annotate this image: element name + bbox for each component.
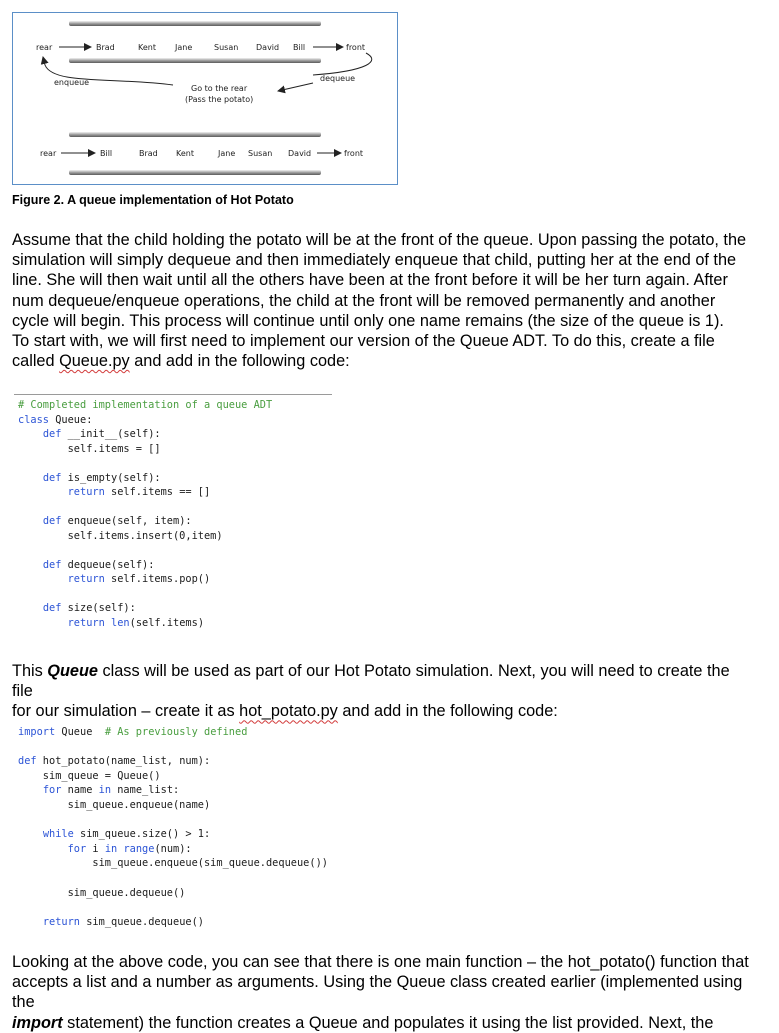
top-name: Jane xyxy=(175,43,193,52)
code-token: (num): xyxy=(154,842,192,855)
code-token: in xyxy=(98,784,112,797)
code-line xyxy=(18,828,210,840)
code-token: name_list: xyxy=(111,784,180,797)
text-run: statement) the function creates a Queue and populates it using the list provided. Next, the xyxy=(62,1013,714,1032)
code-token: Queue: xyxy=(49,413,93,426)
code-token: for xyxy=(67,842,87,855)
dequeue-label: dequeue xyxy=(320,74,356,83)
code-token: sim_queue.enqueue(sim_queue.dequeue()) xyxy=(18,857,328,870)
text-run: and add in the following code: xyxy=(337,702,558,721)
code-line xyxy=(18,486,210,498)
code-line xyxy=(18,617,204,629)
top-name: Kent xyxy=(138,43,156,52)
code-token: sim_queue.dequeue() xyxy=(80,915,205,928)
code-line xyxy=(18,559,154,571)
code-token xyxy=(18,602,43,614)
queue-class-paragraph xyxy=(12,661,752,722)
code-divider xyxy=(14,394,332,395)
text-run: and add in the following code: xyxy=(129,352,350,371)
code-token: self.items = [] xyxy=(18,442,161,455)
code-token: self.items.pop() xyxy=(104,573,211,585)
code-line xyxy=(18,428,161,440)
code-token xyxy=(18,472,43,484)
queue-figure xyxy=(12,12,398,185)
top-name: Susan xyxy=(214,43,239,52)
code-line xyxy=(18,916,204,928)
code-token: dequeue(self): xyxy=(61,558,155,571)
top-front-label: front xyxy=(346,43,366,52)
code-token: return xyxy=(67,486,105,498)
code-line xyxy=(18,843,192,855)
code-line xyxy=(18,857,328,869)
code-line xyxy=(18,799,210,811)
code-token: return xyxy=(42,915,81,928)
text-line: line. She will then wait until all the others have been at the front before it will be her turn again. After xyxy=(12,271,728,290)
code-line xyxy=(18,573,210,585)
queue-bar xyxy=(69,58,321,63)
emphasis-queue: Queue xyxy=(47,662,98,680)
code-token xyxy=(18,916,43,928)
top-rear-label: rear xyxy=(36,43,53,52)
code-line xyxy=(18,414,92,426)
code-token xyxy=(18,843,68,855)
code-line xyxy=(18,515,192,527)
code-token: return xyxy=(67,616,105,629)
text-line xyxy=(12,1013,752,1033)
text-line: Assume that the child holding the potato will be at the front of the queue. Upon passing the potato, the xyxy=(12,231,747,249)
code-token: return xyxy=(67,573,105,585)
filename-queue-py: Queue.py xyxy=(59,352,130,371)
code-token: def xyxy=(18,755,37,768)
bottom-name: Jane xyxy=(218,149,236,158)
code-line xyxy=(18,784,179,796)
intro-paragraph xyxy=(12,230,752,371)
code-token: sim_queue.size() > 1: xyxy=(73,828,211,841)
text-line: Looking at the above code, you can see that there is one main function – the hot_potato() function that xyxy=(12,953,749,971)
text-run: This xyxy=(12,662,48,680)
code-token: def xyxy=(42,602,62,614)
code-line xyxy=(18,399,272,411)
emphasis-import: import xyxy=(12,1013,63,1032)
code-token: is_empty(self): xyxy=(61,471,161,484)
code-token: self.items == [] xyxy=(104,486,211,498)
bottom-front-label: front xyxy=(344,149,364,158)
code-token: class xyxy=(18,413,49,426)
code-token: i xyxy=(86,842,105,855)
queue-bar xyxy=(69,132,321,137)
code-token xyxy=(18,617,68,629)
code-token: sim_queue.dequeue() xyxy=(18,886,186,899)
code-token xyxy=(18,486,68,498)
code-token: def xyxy=(42,558,62,571)
bottom-name: David xyxy=(288,149,312,158)
code-token xyxy=(18,428,43,440)
text-line xyxy=(12,661,752,701)
text-line: accepts a list and a number as arguments. Using the Queue class created earlier (implemented using the xyxy=(12,973,743,1012)
code-line xyxy=(18,443,161,455)
bottom-name: Kent xyxy=(176,149,194,158)
bottom-rear-label: rear xyxy=(40,149,57,158)
text-run: for our simulation – create it as xyxy=(12,702,240,721)
code-token: def xyxy=(42,471,62,484)
queue-bar xyxy=(69,21,321,26)
figure-caption: Figure 2. A queue implementation of Hot Potato xyxy=(12,193,294,207)
top-name: Brad xyxy=(96,43,115,52)
code-token: size(self): xyxy=(61,602,136,614)
code-token: enqueue(self, item): xyxy=(61,515,192,527)
code-token xyxy=(18,559,43,571)
code-token xyxy=(18,573,68,585)
code-token xyxy=(18,515,43,527)
code-token: sim_queue = Queue() xyxy=(18,769,161,782)
code-line xyxy=(18,530,223,542)
code-line xyxy=(18,755,210,767)
bottom-name: Susan xyxy=(248,149,273,158)
code-line xyxy=(18,887,185,899)
code-token: len xyxy=(111,616,130,629)
code-token: # Completed implementation of a queue ADT xyxy=(18,399,273,411)
code-token: while xyxy=(42,828,74,841)
text-line xyxy=(12,701,752,721)
code-line xyxy=(18,472,161,484)
code-token: import xyxy=(18,726,56,738)
text-line xyxy=(12,351,752,371)
code-token: def xyxy=(42,515,62,527)
code-line xyxy=(18,770,161,782)
text-line: To start with, we will first need to implement our version of the Queue ADT. To do this, create a file xyxy=(12,332,715,351)
code-token: sim_queue.enqueue(name) xyxy=(18,799,211,811)
arrow xyxy=(278,83,313,91)
enqueue-label: enqueue xyxy=(54,78,90,87)
code-line xyxy=(18,726,247,738)
code-line xyxy=(18,602,136,614)
explanation-paragraph xyxy=(12,952,752,1033)
code-token: __init__(self): xyxy=(61,428,161,440)
text-line: cycle will begin. This process will continue until only one name remains (the size of the queue is 1). xyxy=(12,311,724,330)
code-token xyxy=(18,784,43,796)
filename-hot-potato-py: hot_potato.py xyxy=(239,702,338,721)
code-token: range xyxy=(123,842,155,855)
text-line: simulation will simply dequeue and then immediately enqueue that child, putting her at the end of the xyxy=(12,251,737,270)
code-token: Queue xyxy=(55,726,105,738)
note-line: Go to the rear xyxy=(191,84,248,93)
queue-bar xyxy=(69,170,321,175)
text-run: called xyxy=(12,352,60,371)
top-name: David xyxy=(256,43,280,52)
bottom-name: Bill xyxy=(100,149,113,158)
code-token xyxy=(18,828,43,840)
code-token: hot_potato(name_list, num): xyxy=(36,755,211,768)
code-token: self.items.insert(0,item) xyxy=(18,529,223,542)
dequeue-curve xyxy=(313,53,372,75)
bottom-name: Brad xyxy=(139,149,158,158)
code-token: # As previously defined xyxy=(104,726,248,738)
text-run: class will be used as part of our Hot Potato simulation. Next, you will need to create the file xyxy=(12,662,730,701)
text-line: num dequeue/enqueue operations, the child at the front will be removed permanently and another xyxy=(12,291,716,310)
code-token: (self.items) xyxy=(129,616,205,629)
code-token: name xyxy=(61,784,99,797)
note-line: (Pass the potato) xyxy=(185,95,254,104)
code-token: in xyxy=(104,842,118,855)
top-name: Bill xyxy=(293,43,306,52)
code-token: def xyxy=(42,428,62,440)
code-token: for xyxy=(42,784,62,797)
